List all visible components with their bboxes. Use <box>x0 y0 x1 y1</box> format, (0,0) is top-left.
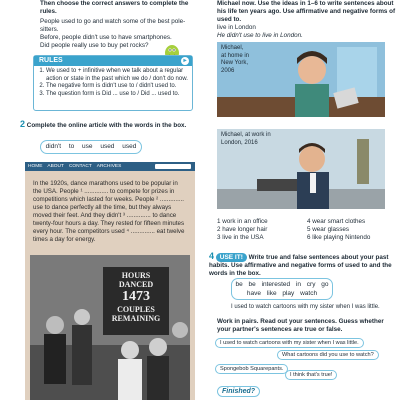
exercise-4 <box>209 252 399 278</box>
example-answer: He didn't use to live in London. <box>217 32 303 39</box>
rule-1: 1. We used to + infinitive when we talk about a regular action or state in the past which we do / don't do now. <box>46 68 188 83</box>
exercise-2-instruction: Complete the online article with the words in the box. <box>26 122 187 129</box>
photo1-caption <box>221 45 249 75</box>
intro-line-3: Did people really use to buy pet rocks? <box>40 42 149 49</box>
nav-home[interactable]: HOME <box>28 164 43 169</box>
rule-2: 2. The negative form is didn't use to / didn't used to. <box>46 83 188 91</box>
caption-line: 2006 <box>221 67 235 74</box>
chat-bubble-3: Spongebob Squarepants. <box>215 364 288 374</box>
idea-5: 5 wear glasses <box>307 226 349 233</box>
caption-line: Michael, at work in <box>221 132 271 138</box>
chat-bubble-2: What cartoons did you use to watch? <box>277 350 379 360</box>
rules-title: RULES <box>39 57 63 64</box>
sign-danced: DANCED <box>118 280 154 289</box>
chat-bubble-4: I think that's true! <box>285 370 337 380</box>
search-input[interactable] <box>155 164 191 169</box>
caption-line: New York, <box>221 60 249 66</box>
exercise-2 <box>20 120 190 130</box>
idea-4: 4 wear smart clothes <box>307 218 366 225</box>
exercise-3-instruction <box>217 0 397 40</box>
pairs-text: Work in pairs. Read out your sentences. Guess whether your partner's sentences are true or false. <box>217 318 384 333</box>
exercise-2-number: 2 <box>20 119 26 129</box>
rules-box <box>33 55 193 111</box>
michael-2006-photo <box>217 42 385 117</box>
sign-couples: COUPLES <box>117 305 155 314</box>
rules-instruction: Then choose the correct answers to complete the rules. <box>40 0 189 15</box>
nav-archives[interactable]: ARCHIVES <box>96 164 122 169</box>
article-text: In the 1920s, dance marathons used to be popular in the USA. People ¹ .............. to compete for prizes in competitions which lasted for weeks. People ² .............. use to dance perfectly all the time, but they always moved their feet. And they didn't ³ .............. to dance twenty-four hours a day. They rested for fifteen minutes every hour. The competitors used ⁴ .............. eat twelve times a day for energy. <box>33 180 185 243</box>
idea-1: 1 work in an office <box>217 218 268 225</box>
exercise-3-text: Michael now. Use the ideas in 1–6 to write sentences about his life ten years ago. Use affirmative and negative forms of used to. <box>217 0 396 23</box>
use-it-badge: USE IT! <box>216 253 247 262</box>
rules-header <box>34 56 192 66</box>
caption-line: at home in <box>221 52 250 59</box>
caption-line: Michael, <box>221 45 244 51</box>
photo2-caption <box>221 132 271 147</box>
pairs-instruction <box>217 318 397 334</box>
exercise-4-instruction: Write true and false sentences about your past habits. Use affirmative and negative forms of used to and the words in the box. <box>209 254 392 277</box>
idea-2: 2 have longer hair <box>217 226 268 233</box>
exercise-4-number: 4 <box>209 251 215 261</box>
idea-6: 6 like playing Nintendo <box>307 234 371 241</box>
sign-remaining: REMAINING <box>111 314 161 323</box>
intro-line-2: Before, people didn't use to have smartphones. <box>40 34 172 41</box>
word-box-2 <box>231 278 333 300</box>
word-box-2-line-1: be be interested in cry go <box>235 281 329 288</box>
dance-marathon-photo <box>30 255 190 400</box>
rule-3: 3. The question form is Did ... use to / Did ... used to. <box>46 91 188 99</box>
ideas-list <box>217 218 397 242</box>
word-box-2-line-2: have like play watch <box>246 290 318 297</box>
word-box: didn't to use used used <box>40 140 142 154</box>
idea-3: 3 live in the USA <box>217 234 264 241</box>
sign-number: 1473 <box>122 289 150 304</box>
arrow-icon: ▸ <box>181 57 189 65</box>
caption-line: London, 2016 <box>221 139 258 146</box>
nav-about[interactable]: ABOUT <box>47 164 64 169</box>
finished-label: Finished? <box>217 386 260 397</box>
exercise-4-example: I used to watch cartoons with my sister when I was little. <box>231 304 380 310</box>
intro-line-1: People used to go and watch some of the best pole-sitters. <box>40 18 186 33</box>
article-nav <box>25 162 195 171</box>
chat-bubble-1: I used to watch cartoons with my sister when I was little. <box>215 338 364 348</box>
online-article <box>25 162 195 400</box>
michael-2016-photo <box>217 129 385 209</box>
example-prompt: live in London <box>217 24 256 31</box>
nav-contact[interactable]: CONTACT <box>68 164 92 169</box>
marathon-sign <box>103 267 169 335</box>
sign-hours: HOURS <box>121 271 151 280</box>
